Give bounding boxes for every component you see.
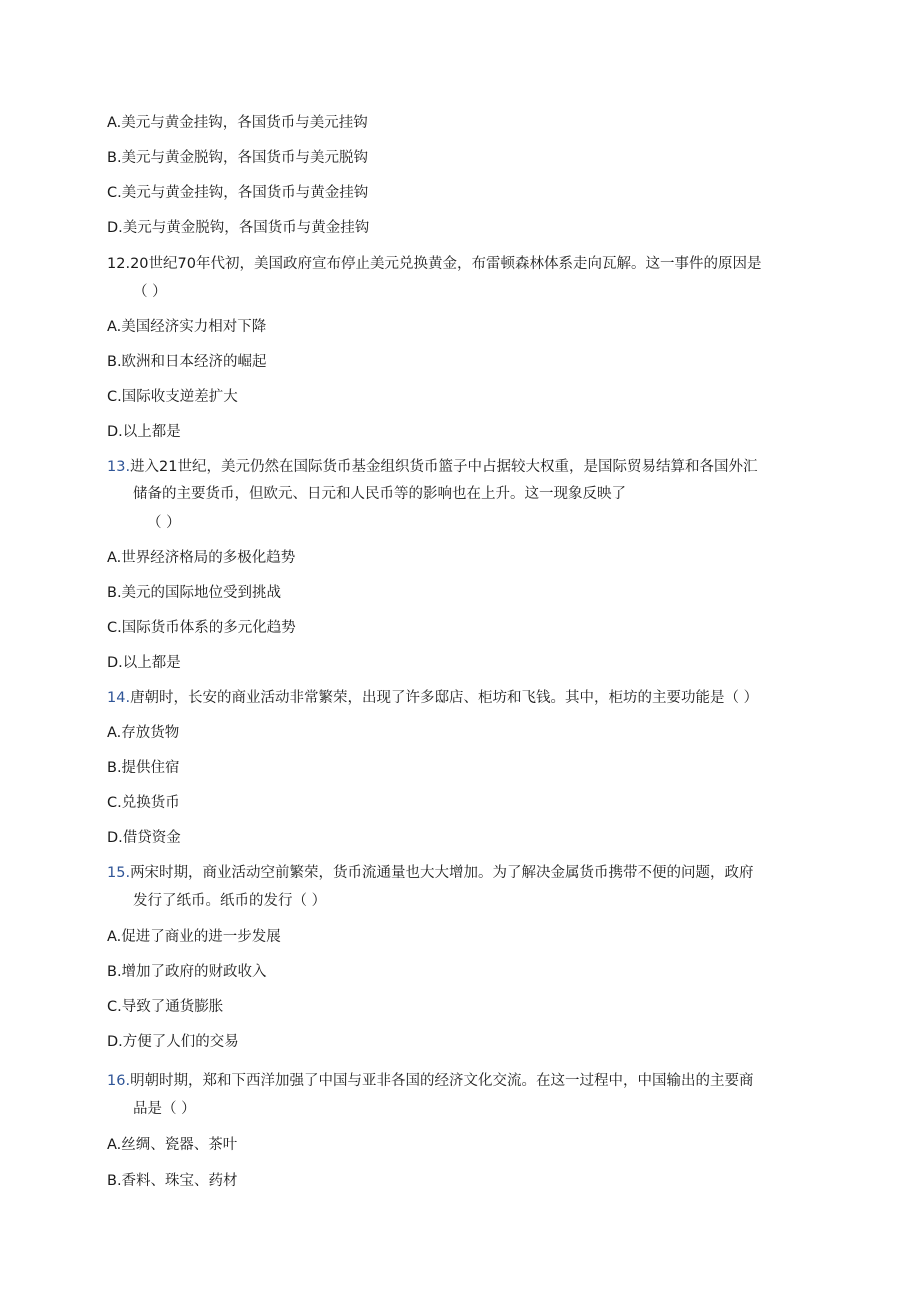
- q15-stem-line2: 发行了纸币。纸币的发行（ ）: [133, 893, 327, 909]
- q15-option-a: A.促进了商业的进一步发展: [107, 929, 281, 945]
- q12-stem: [107, 255, 807, 273]
- q15-number: 15.: [107, 865, 131, 881]
- q13-option-b: B.美元的国际地位受到挑战: [107, 585, 282, 601]
- q13-stem-text: 进入21世纪，美元仍然在国际货币基金组织货币篮子中占据较大权重，是国际贸易结算和各国外汇: [130, 459, 758, 475]
- q14-number: 14.: [107, 690, 131, 706]
- q13-option-c: C.国际货币体系的多元化趋势: [107, 620, 296, 636]
- q11-option-a: A.美元与黄金挂钩，各国货币与美元挂钩: [107, 115, 368, 131]
- q11-option-d: D.美元与黄金脱钩，各国货币与黄金挂钩: [107, 220, 370, 236]
- q16-stem-line2: 品是（ ）: [133, 1101, 196, 1117]
- q14-stem-text: 唐朝时，长安的商业活动非常繁荣，出现了许多邸店、柜坊和飞钱。其中，柜坊的主要功能是（ ）: [130, 690, 759, 706]
- q16-option-b: B.香料、珠宝、药材: [107, 1173, 238, 1189]
- q14-option-d: D.借贷资金: [107, 830, 181, 846]
- q12-option-a: A.美国经济实力相对下降: [107, 319, 267, 335]
- q15-option-c: C.导致了通货膨胀: [107, 999, 224, 1015]
- q16-stem-text: 明朝时期，郑和下西洋加强了中国与亚非各国的经济文化交流。在这一过程中，中国输出的主要商: [130, 1073, 754, 1089]
- q11-option-b: B.美元与黄金脱钩，各国货币与美元脱钩: [107, 150, 369, 166]
- q12-number: 12.: [107, 256, 131, 272]
- q14-option-a: A.存放货物: [107, 725, 180, 741]
- q15-stem: [107, 864, 807, 882]
- q12-option-b: B.欧洲和日本经济的崛起: [107, 354, 267, 370]
- q15-stem-text: 两宋时期，商业活动空前繁荣，货币流通量也大大增加。为了解决金属货币携带不便的问题，政府: [130, 865, 754, 881]
- q13-stem-line2: 储备的主要货币，但欧元、日元和人民币等的影响也在上升。这一现象反映了: [133, 486, 626, 502]
- q15-option-d: D.方便了人们的交易: [107, 1034, 239, 1050]
- q11-option-c: C.美元与黄金挂钩，各国货币与黄金挂钩: [107, 185, 369, 201]
- q13-number: 13.: [107, 459, 131, 475]
- q12-option-d: D.以上都是: [107, 424, 181, 440]
- q15-option-b: B.增加了政府的财政收入: [107, 964, 267, 980]
- q12-stem-text: 20世纪70年代初，美国政府宣布停止美元兑换黄金，布雷顿森林体系走向瓦解。这一事件的原因是: [130, 256, 762, 272]
- q16-option-a: A.丝绸、瓷器、茶叶: [107, 1137, 238, 1153]
- q12-option-c: C.国际收支逆差扩大: [107, 389, 238, 405]
- q13-option-a: A.世界经济格局的多极化趋势: [107, 550, 296, 566]
- q14-option-c: C.兑换货币: [107, 795, 180, 811]
- q16-stem: [107, 1072, 807, 1090]
- q14-stem: [107, 689, 807, 707]
- q13-stem: [107, 458, 807, 476]
- q13-option-d: D.以上都是: [107, 655, 181, 671]
- q12-answer-blank: （ ）: [133, 284, 167, 300]
- q13-answer-blank: （ ）: [147, 515, 181, 531]
- q14-option-b: B.提供住宿: [107, 760, 180, 776]
- q16-number: 16.: [107, 1073, 131, 1089]
